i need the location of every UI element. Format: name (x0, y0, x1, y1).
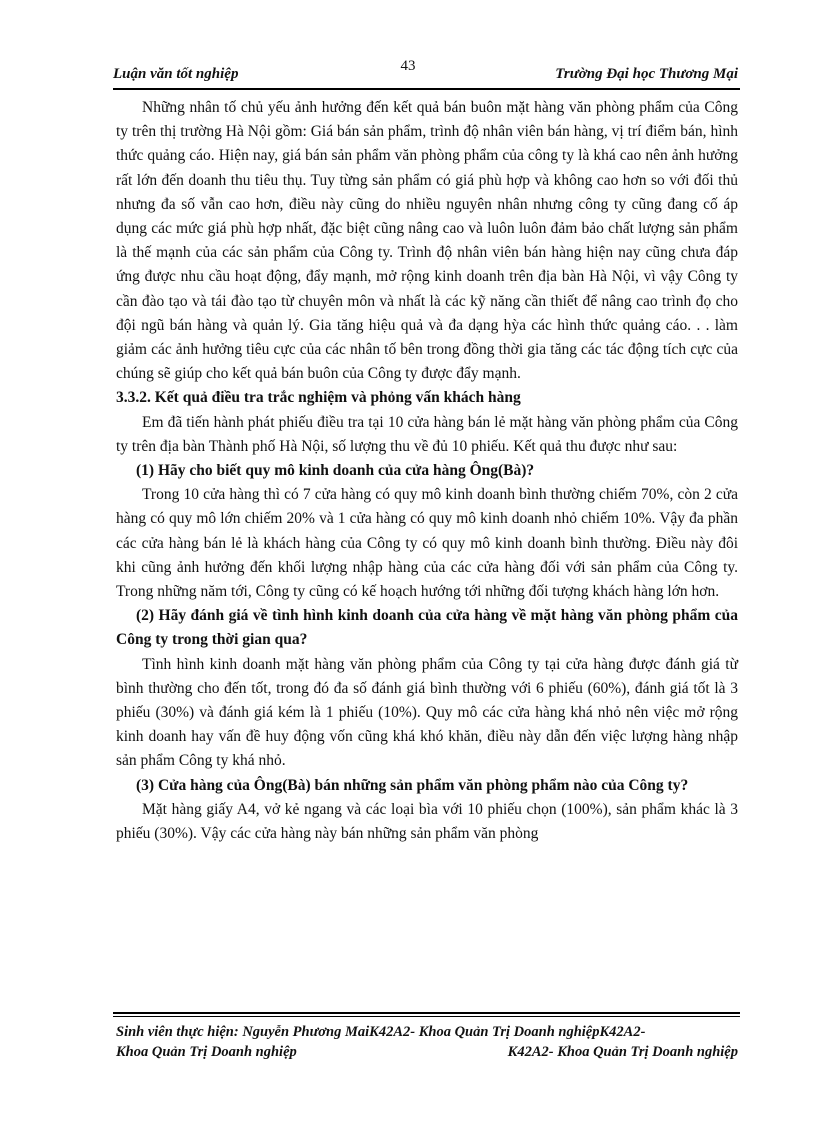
page-number: 43 (400, 58, 416, 74)
question-3: (3) Cửa hàng của Ông(Bà) bán những sản phẩm văn phòng phẩm nào của Công ty? (136, 776, 689, 794)
section-heading: 3.3.2. Kết quả điều tra trắc nghiệm và phỏng vấn khách hàng (116, 389, 521, 407)
footer (116, 1022, 738, 1062)
footer-line-2-left: Khoa Quản Trị Doanh nghiệp (116, 1044, 297, 1060)
header-rule (113, 88, 740, 90)
footer-rule-bottom (113, 1016, 740, 1017)
paragraph-survey: Em đã tiến hành phát phiếu điều tra tại 10 cửa hàng bán lẻ mặt hàng văn phòng phẩm của Công ty trên địa bàn Thành phố Hà Nội, số lượng thu về đủ 10 phiếu. Kết quả thu được như sau: (116, 413, 738, 455)
answer-3: Mặt hàng giấy A4, vở kẻ ngang và các loại bìa với 10 phiếu chọn (100%), sản phẩm khác là 3 phiếu (30%). Vậy các cửa hàng này bán những sản phẩm văn phòng (116, 800, 738, 843)
footer-line-1: Sinh viên thực hiện: Nguyễn Phương MaiK42A2- Khoa Quản Trị Doanh nghiệpK42A2- (116, 1024, 646, 1040)
footer-rule-top (113, 1012, 740, 1014)
question-2: (2) Hãy đánh giá về tình hình kinh doanh của cửa hàng về mặt hàng văn phòng phẩm của Công ty trong thời gian qua? (116, 607, 738, 649)
footer-line-2-right: K42A2- Khoa Quản Trị Doanh nghiệp (507, 1044, 738, 1060)
document-body (116, 96, 738, 846)
question-1: (1) Hãy cho biết quy mô kinh doanh của cửa hàng Ông(Bà)? (136, 462, 535, 480)
footer-line-2 (116, 1042, 738, 1062)
answer-2: Tình hình kinh doanh mặt hàng văn phòng phẩm của Công ty tại cửa hàng được đánh giá từ bình thường cho đến tốt, trong đó đa số đánh giá bình thường với 6 phiếu (60%), đánh giá tốt là 3 phiếu (30%) và đánh giá kém là 1 phiếu (10%). Quy mô các cửa hàng khá nhỏ nên việc mở rộng kinh doanh hay vấn đề huy động vốn cũng khá khó khăn, điều này dẫn đến việc lượng hàng nhập sản phẩm Công ty khá nhỏ. (116, 655, 738, 770)
header-left-title: Luận văn tốt nghiệp (113, 66, 239, 82)
header-right-title: Trường Đại học Thương Mại (555, 66, 738, 82)
paragraph-intro: Những nhân tố chủ yếu ảnh hưởng đến kết quả bán buôn mặt hàng văn phòng phẩm của Công ty trên thị trường Hà Nội gồm: Giá bán sản phẩm, trình độ nhân viên bán hàng, vị trí điểm bán, hình thức quảng cáo. Hiện nay, giá bán sản phẩm văn phòng phẩm của công ty là khá cao nên ảnh hưởng rất lớn đến doanh thu tiêu thụ. Tuy từng sản phẩm có giá phù hợp và không cao hơn so với đối thủ nhưng đa số vẫn cao hơn, điều này cũng do nhiều nguyên nhân nhưng công ty cũng đang cố áp dụng các mức giá phù hợp nhất, đặc biệt cũng nâng cao và luôn luôn đảm bảo chất lượng sản phẩm là thế mạnh của các sản phẩm của Công ty. Trình độ nhân viên bán hàng hiện nay cũng chưa đáp ứng được nhu cầu hoạt động, đẩy mạnh, mở rộng kinh doanh trên địa bàn Hà Nội, vì vậy Công ty cần đào tạo và tái đào tạo từ chuyên môn và nhất là các kỹ năng cần thiết để nâng cao trình đọ cho đội ngũ bán hàng và quản lý. Gia tăng hiệu quả và đa dạng hỳa các hình thức quảng cáo. . . làm giảm các ảnh hưởng tiêu cực của các nhân tố bên trong đồng thời gia tăng các tác động tích cực của chúng sẽ giúp cho kết quả bán buôn của Công ty được đẩy mạnh. (116, 99, 738, 383)
answer-1: Trong 10 cửa hàng thì có 7 cửa hàng có quy mô kinh doanh bình thường chiếm 70%, còn 2 cửa hàng có quy mô lớn chiếm 20% và 1 cửa hàng có quy mô kinh doanh nhỏ chiếm 10%. Vậy đa phần các cửa hàng bán lẻ là khách hàng của Công ty có quy mô kinh doanh bình thường. Điều này đôi khi cũng ảnh hưởng đến khối lượng nhập hàng của các cửa hàng đối với sản phẩm của Công ty. Trong những năm tới, Công ty cũng có kế hoạch hướng tới những đối tượng khách hàng lớn hơn. (116, 486, 738, 601)
